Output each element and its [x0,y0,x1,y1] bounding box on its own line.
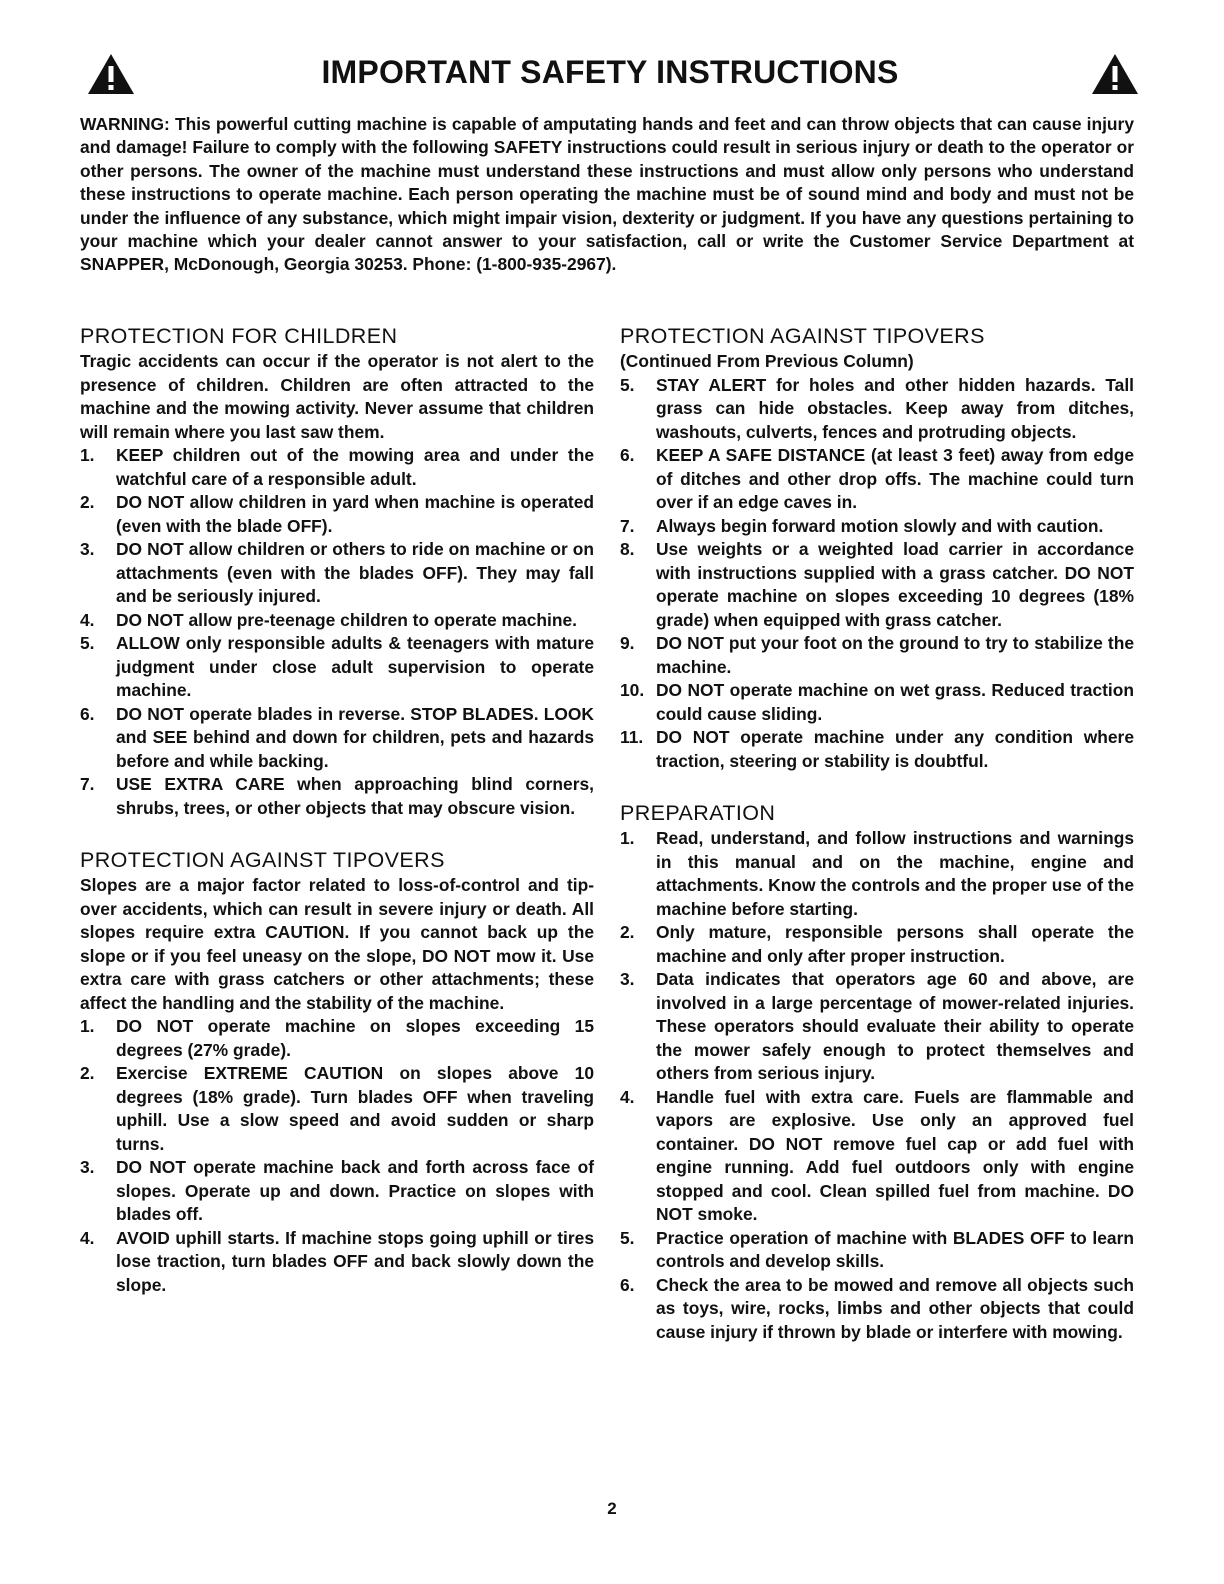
list-item [620,374,1134,445]
list-item [80,444,594,491]
list-item [620,1227,1134,1274]
item-number: 3. [80,539,95,559]
item-text: Read, understand, and follow instructions and warnings in this manual and on the machine, engine and attachments. Know the controls and the proper use of the machine before starting. [656,828,1134,919]
item-number: 3. [80,1157,95,1177]
item-text: Practice operation of machine with BLADES OFF to learn controls and develop skills. [656,1227,1134,1271]
list-item [80,1062,594,1156]
item-number: 4. [80,1227,95,1248]
list-item [80,773,594,820]
item-text: DO NOT operate machine on wet grass. Reduced traction could cause sliding. [656,680,1134,724]
list-item [620,827,1134,921]
preparation-section [620,799,1134,1344]
item-number: 9. [620,633,635,653]
item-text: DO NOT operate blades in reverse. STOP BLADES. LOOK and SEE behind and down for children, pets and hazards before and while backing. [116,703,594,771]
item-text: Only mature, responsible persons shall operate the machine and only after proper instruction. [656,922,1134,966]
item-number: 5. [80,633,95,653]
item-number: 5. [620,1227,635,1248]
item-text: Data indicates that operators age 60 and above, are involved in a large percentage of mower-related injuries. These operators should evaluate their ability to operate the mower safely enough to protect themselves and others from serious injury. [656,969,1134,1083]
item-text: DO NOT put your foot on the ground to try to stabilize the machine. [656,633,1134,677]
item-number: 4. [620,1086,635,1107]
item-number: 1. [80,445,95,465]
list-item [620,632,1134,679]
item-text: DO NOT operate machine on slopes exceeding 15 degrees (27% grade). [116,1016,594,1060]
list-item [80,1227,594,1298]
item-number: 6. [80,703,95,724]
list-item [620,538,1134,632]
page-title: IMPORTANT SAFETY INSTRUCTIONS [321,54,899,90]
item-text: ALLOW only responsible adults & teenagers with mature judgment under close adult supervision to operate machine. [116,633,594,700]
list-item [620,726,1134,773]
list-item [620,679,1134,726]
warning-triangle-icon [1090,52,1140,96]
continued-note: (Continued From Previous Column) [620,351,914,371]
item-number: 1. [620,828,635,848]
item-text: DO NOT allow pre-teenage children to operate machine. [116,609,577,630]
item-number: 2. [80,492,95,512]
list-item [620,921,1134,968]
title-row [80,52,1140,100]
item-text: DO NOT allow children or others to ride on machine or on attachments (even with the blades OFF). They may fall and be seriously injured. [116,539,594,606]
warning-paragraph: WARNING: This powerful cutting machine is capable of amputating hands and feet and can throw objects that can cause injury and damage! Failure to comply with the following SAFETY instructions could result in serious injury or death to the operator or other persons. The owner of the machine must understand these instructions and must allow only persons who understand these instructions to operate machine. Each person operating the machine must be of sound mind and body and must not be under the influence of any substance, which might impair vision, dexterity or judgment. If you have any questions pertaining to your machine which your dealer cannot answer to your satisfaction, call or write the Customer Service Department at SNAPPER, McDonough, Georgia 30253. Phone: (1-800-935-2967). [80,114,1134,275]
item-text: DO NOT allow children in yard when machine is operated (even with the blade OFF). [116,492,594,536]
item-text: DO NOT operate machine under any condition where traction, steering or stability is doubtful. [656,727,1134,771]
list-item [80,632,594,703]
tipovers-continued-heading: PROTECTION AGAINST TIPOVERS [620,324,985,348]
tipovers-list [80,1015,594,1297]
item-number: 6. [620,445,635,465]
item-text: STAY ALERT for holes and other hidden hazards. Tall grass can hide obstacles. Keep away from ditches, washouts, culverts, fences and protruding objects. [656,374,1134,442]
item-text: USE EXTRA CARE when approaching blind corners, shrubs, trees, or other objects that may obscure vision. [116,774,594,818]
item-text: AVOID uphill starts. If machine stops going uphill or tires lose traction, turn blades OFF and back slowly down the slope. [116,1227,594,1295]
preparation-list [620,827,1134,1344]
list-item [80,491,594,538]
list-item [620,515,1134,539]
page-number: 2 [607,1499,617,1518]
item-number: 7. [80,774,95,794]
left-column [80,322,594,1297]
item-number: 6. [620,1274,635,1295]
item-number: 3. [620,969,635,989]
list-item [80,703,594,774]
tipovers-continued-list [620,374,1134,774]
item-number: 8. [620,539,635,559]
item-text: Exercise EXTREME CAUTION on slopes above 10 degrees (18% grade). Turn blades OFF when traveling uphill. Use a slow speed and avoid sudden or sharp turns. [116,1063,594,1154]
item-number: 11. [620,727,644,747]
item-number: 7. [620,515,635,536]
item-text: Always begin forward motion slowly and with caution. [656,515,1104,536]
item-text: Handle fuel with extra care. Fuels are flammable and vapors are explosive. Use only an approved fuel container. DO NOT remove fuel cap or add fuel with engine running. Add fuel outdoors only with engine stopped and cool. Clean spilled fuel from machine. DO NOT smoke. [656,1086,1134,1224]
list-item [620,444,1134,515]
item-text: KEEP children out of the mowing area and under the watchful care of a responsible adult. [116,445,594,489]
section-spacer [80,820,594,846]
right-column [620,322,1134,1344]
list-item [620,1274,1134,1345]
children-section [80,322,594,820]
list-item [80,609,594,633]
preparation-heading: PREPARATION [620,801,776,825]
item-text: DO NOT operate machine back and forth across face of slopes. Operate up and down. Practice on slopes with blades off. [116,1157,594,1224]
item-text: Use weights or a weighted load carrier in accordance with instructions supplied with a grass catcher. DO NOT operate machine on slopes exceeding 10 degrees (18% grade) when equipped with grass catcher. [656,539,1134,630]
children-intro: Tragic accidents can occur if the operator is not alert to the presence of children. Children are often attracted to the machine and the mowing activity. Never assume that children will remain where you last saw them. [80,351,594,442]
item-number: 1. [80,1016,95,1036]
tipovers-intro: Slopes are a major factor related to loss-of-control and tip-over accidents, which can result in severe injury or death. All slopes require extra CAUTION. If you cannot back up the slope or if you feel uneasy on the slope, DO NOT mow it. Use extra care with grass catchers or other attachments; these affect the handling and the stability of the machine. [80,875,594,1013]
children-heading: PROTECTION FOR CHILDREN [80,324,398,348]
item-text: Check the area to be mowed and remove all objects such as toys, wire, rocks, limbs and other objects that could cause injury if thrown by blade or interfere with mowing. [656,1274,1134,1342]
item-number: 5. [620,374,635,395]
section-spacer [620,773,1134,799]
tipovers-heading: PROTECTION AGAINST TIPOVERS [80,848,445,872]
children-list [80,444,594,820]
item-number: 4. [80,609,95,630]
tipovers-section [80,846,594,1297]
item-number: 10. [620,680,645,700]
list-item [80,538,594,609]
item-text: KEEP A SAFE DISTANCE (at least 3 feet) away from edge of ditches and other drop offs. The machine could turn over if an edge caves in. [656,445,1134,512]
item-number: 2. [620,922,635,942]
list-item [80,1156,594,1227]
list-item [620,1086,1134,1227]
item-number: 2. [80,1063,95,1083]
list-item [620,968,1134,1086]
tipovers-continued-section [620,322,1134,773]
list-item [80,1015,594,1062]
